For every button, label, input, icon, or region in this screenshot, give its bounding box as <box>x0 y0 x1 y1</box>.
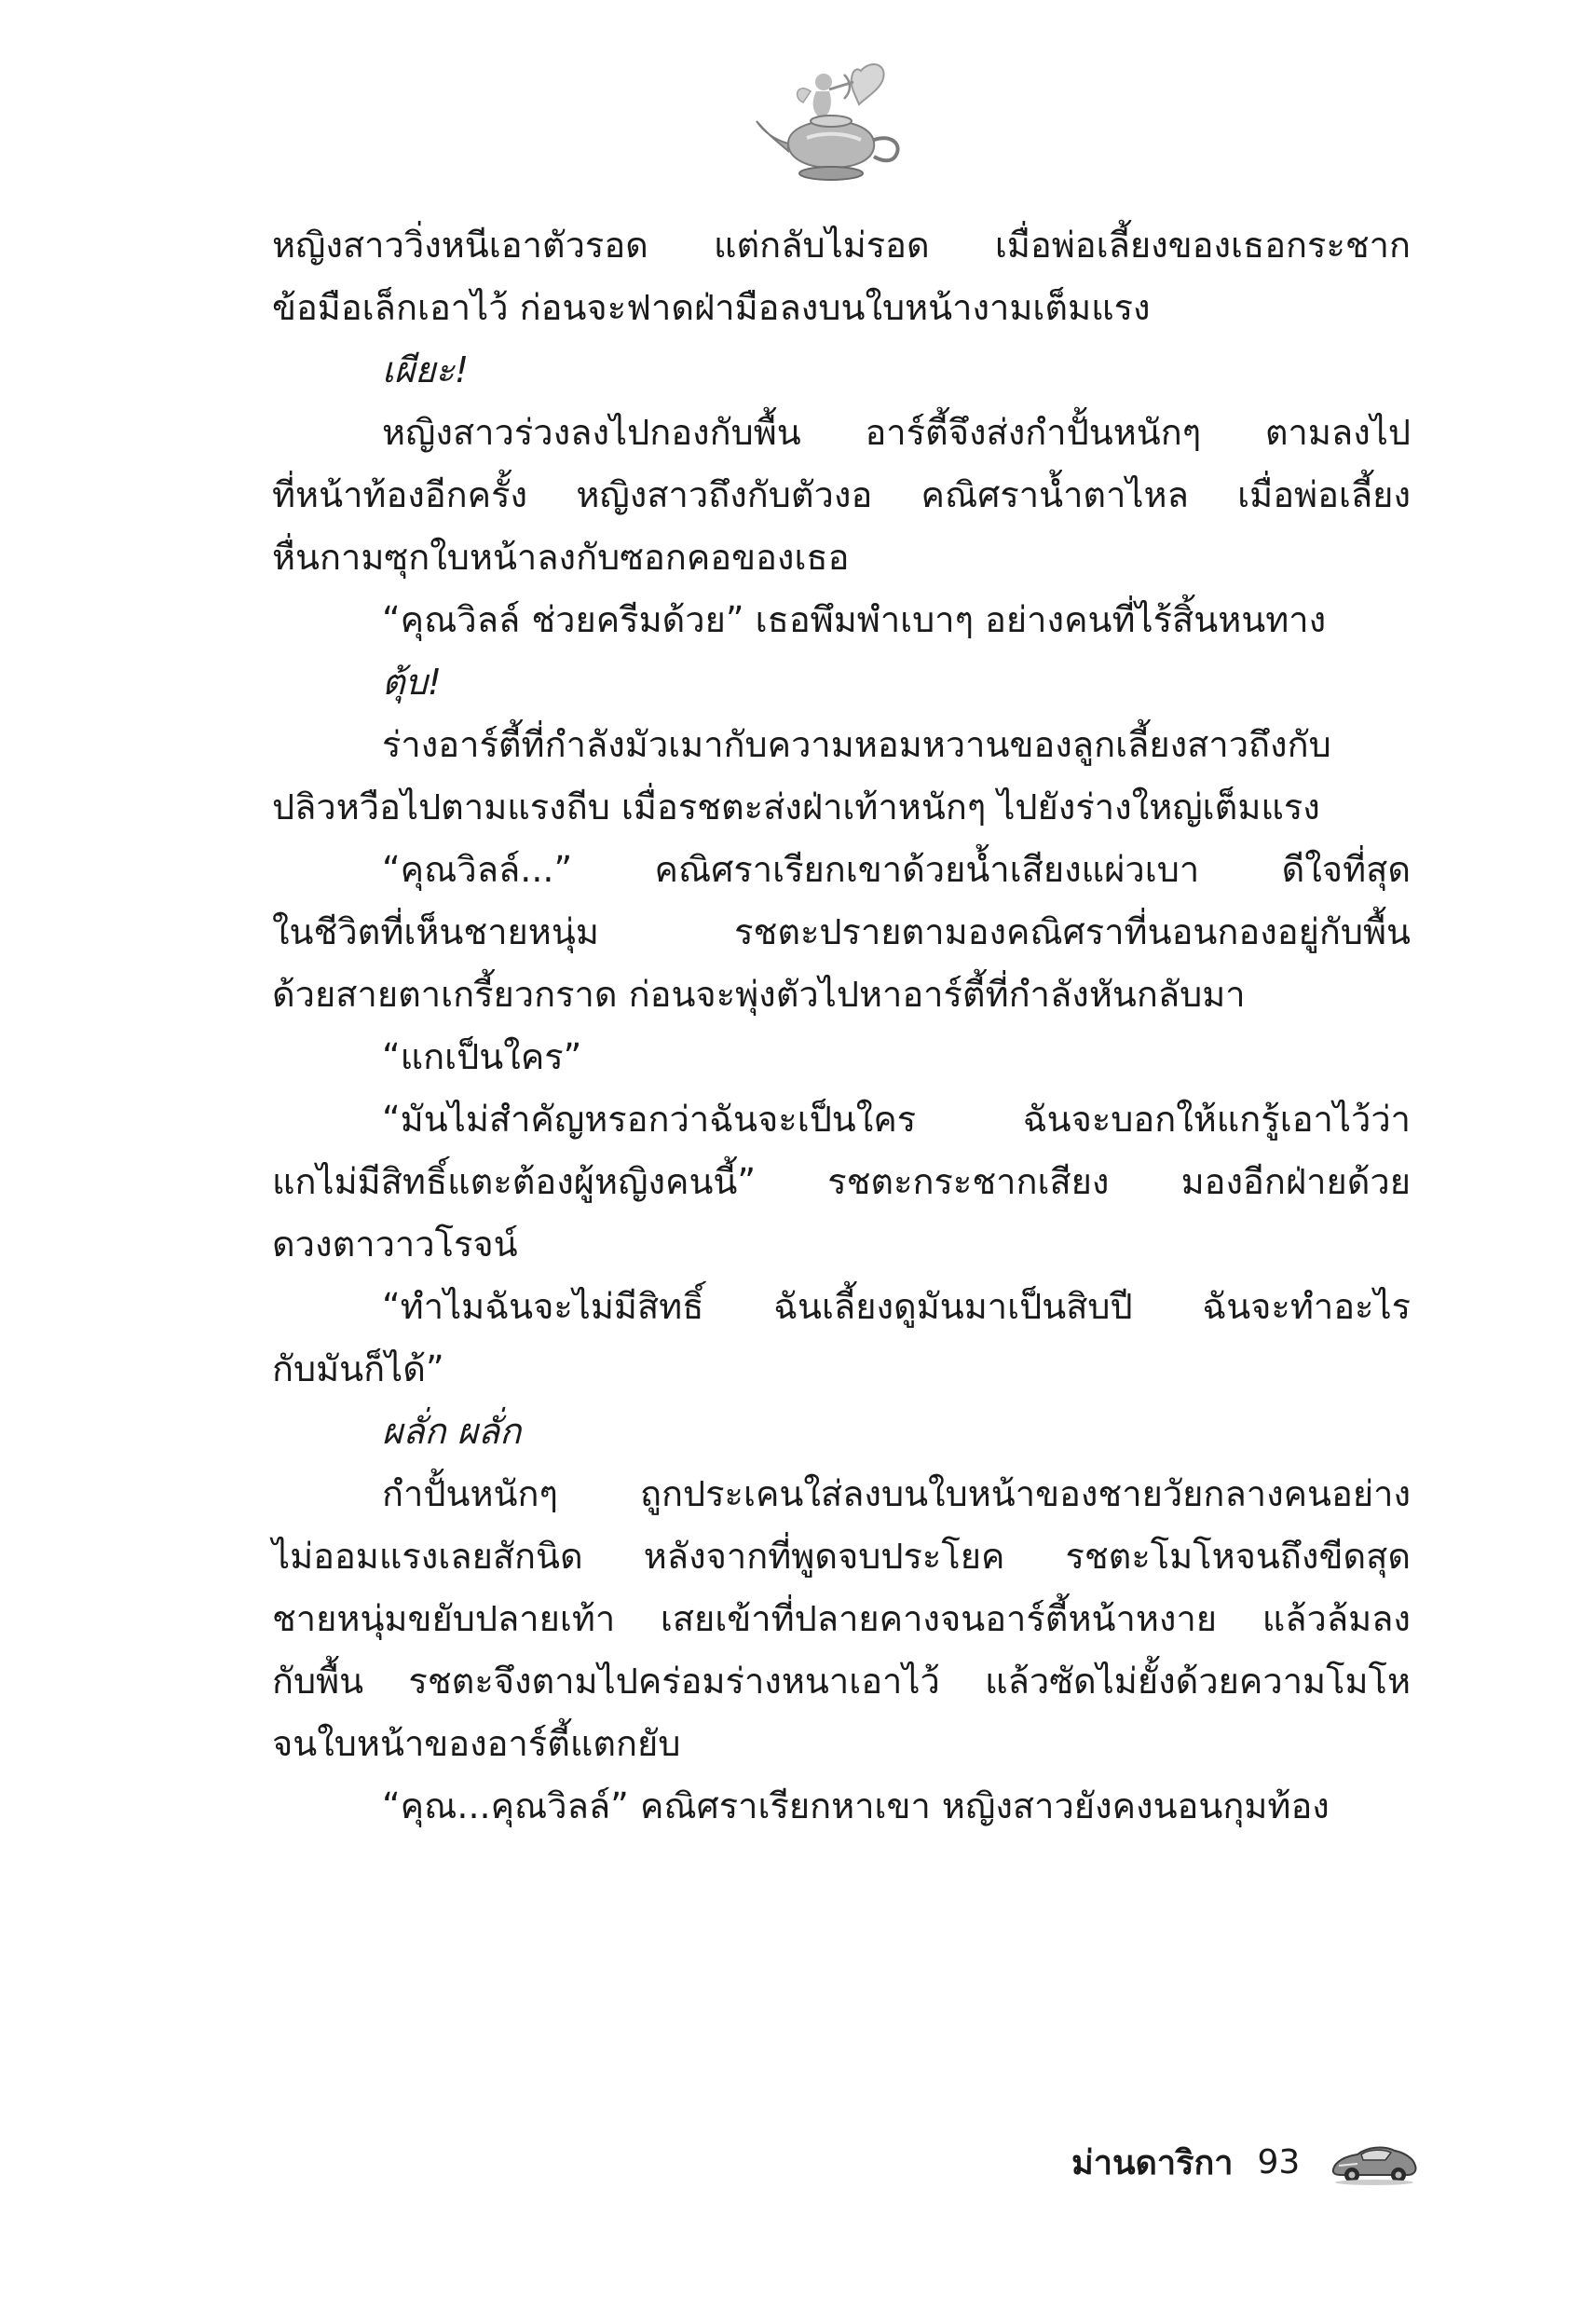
page-number: 93 <box>1257 2142 1301 2181</box>
text-line: “แกเป็นใคร” <box>382 1036 582 1077</box>
text-line: ในชีวิตที่เห็นชายหนุ่ม รชตะปรายตามองคณิศราที่นอนกองอยู่กับพื้น <box>272 911 1411 952</box>
text-line: ผลั่ก ผลั่ก <box>382 1411 522 1452</box>
text-line: ปลิวหวือไปตามแรงถีบ เมื่อรชตะส่งฝ่าเท้าหนักๆ ไปยังร่างใหญ่เต็มแรง <box>272 786 1320 827</box>
text-line: “คุณวิลล์...” คณิศราเรียกเขาด้วยน้ำเสียงแผ่วเบา ดีใจที่สุด <box>382 849 1411 890</box>
text-line: ด้วยสายตาเกรี้ยวกราด ก่อนจะพุ่งตัวไปหาอาร์ตี้ที่กำลังหันกลับมา <box>272 974 1246 1015</box>
text-line: ดวงตาวาวโรจน์ <box>272 1224 518 1265</box>
text-line: “คุณวิลล์ ช่วยครีมด้วย” เธอพึมพำเบาๆ อย่างคนที่ไร้สิ้นหนทาง <box>382 599 1327 640</box>
text-line: จนใบหน้าของอาร์ตี้แตกยับ <box>272 1723 681 1764</box>
cupid-teapot-ornament-icon <box>751 54 909 194</box>
body-text <box>272 214 1411 1838</box>
text-line: ตุ้บ! <box>382 662 443 703</box>
text-line: กำปั้นหนักๆ ถูกประเคนใส่ลงบนใบหน้าของชายวัยกลางคนอย่าง <box>382 1473 1411 1514</box>
text-line: “ทำไมฉันจะไม่มีสิทธิ์ ฉันเลี้ยงดูมันมาเป็นสิบปี ฉันจะทำอะไร <box>382 1286 1411 1327</box>
text-line: ไม่ออมแรงเลยสักนิด หลังจากที่พูดจบประโยค รชตะโมโหจนถึงขีดสุด <box>272 1536 1411 1577</box>
text-line: หญิงสาววิ่งหนีเอาตัวรอด แต่กลับไม่รอด เมื่อพ่อเลี้ยงของเธอกระชาก <box>272 225 1411 266</box>
text-line: “คุณ...คุณวิลล์” คณิศราเรียกหาเขา หญิงสาวยังคงนอนกุมท้อง <box>382 1785 1330 1826</box>
text-line: หญิงสาวร่วงลงไปกองกับพื้น อาร์ตี้จึงส่งกำปั้นหนักๆ ตามลงไป <box>382 412 1411 453</box>
text-line: กับมันก็ได้” <box>272 1348 444 1389</box>
text-line: ข้อมือเล็กเอาไว้ ก่อนจะฟาดฝ่ามือลงบนใบหน้างามเต็มแรง <box>272 287 1151 328</box>
text-line: “มันไม่สำคัญหรอกว่าฉันจะเป็นใคร ฉันจะบอกให้แกรู้เอาไว้ว่า <box>382 1099 1411 1140</box>
text-line: ร่างอาร์ตี้ที่กำลังมัวเมากับความหอมหวานของลูกเลี้ยงสาวถึงกับ <box>382 724 1331 765</box>
text-line: ชายหนุ่มขยับปลายเท้า เสยเข้าที่ปลายคางจนอาร์ตี้หน้าหงาย แล้วล้มลง <box>272 1598 1411 1639</box>
book-title: ม่านดาริกา <box>1071 2143 1234 2182</box>
text-line: เผียะ! <box>382 349 470 390</box>
page-footer <box>1071 2134 1419 2190</box>
text-line: ที่หน้าท้องอีกครั้ง หญิงสาวถึงกับตัวงอ คณิศราน้ำตาไหล เมื่อพ่อเลี้ยง <box>272 474 1411 515</box>
text-line: หื่นกามซุกใบหน้าลงกับซอกคอของเธอ <box>272 537 850 578</box>
sports-car-icon <box>1330 2138 1419 2186</box>
text-line: กับพื้น รชตะจึงตามไปคร่อมร่างหนาเอาไว้ แล้วซัดไม่ยั้งด้วยความโมโห <box>272 1661 1411 1702</box>
text-line: แกไม่มีสิทธิ์แตะต้องผู้หญิงคนนี้” รชตะกระชากเสียง มองอีกฝ่ายด้วย <box>272 1161 1411 1202</box>
